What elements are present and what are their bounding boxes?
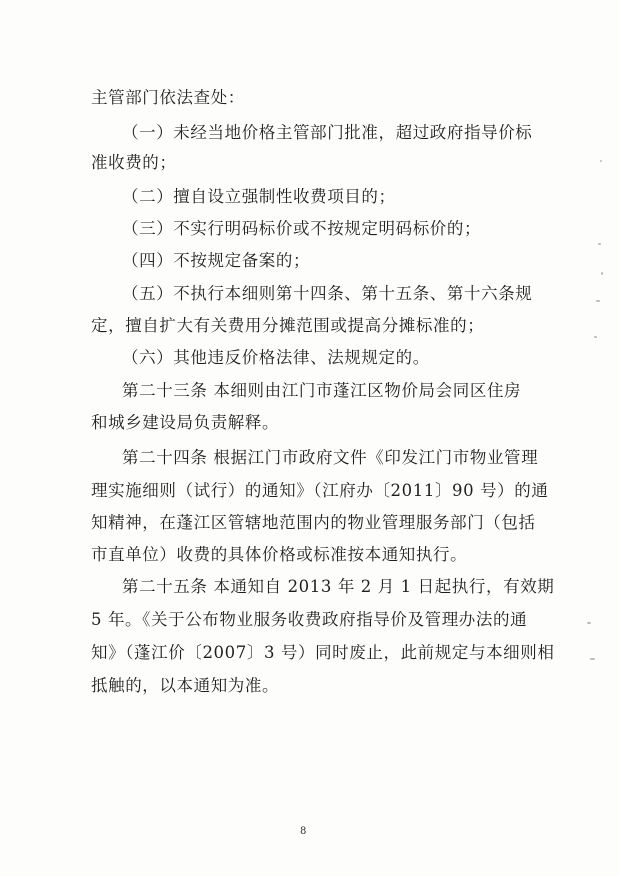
text-line-article-25: 第二十五条 本通知自 2013 年 2 月 1 日起执行，有效期 <box>122 577 555 596</box>
scan-speck <box>600 160 602 162</box>
text-line-article-24: 第二十四条 根据江门市政府文件《印发江门市物业管理 <box>122 448 539 467</box>
text-line-item-5-cont: 定，擅自扩大有关费用分摊范围或提高分摊标准的； <box>91 316 485 335</box>
text-line-continuation: 主管部门依法查处： <box>91 88 245 107</box>
text-line-article-23-cont: 和城乡建设局负责解释。 <box>91 413 280 432</box>
text-line-item-6: （六）其他违反价格法律、法规规定的。 <box>122 348 430 367</box>
text-line-article-25-cont-3: 抵触的，以本通知为准。 <box>91 676 280 695</box>
page-number: 8 <box>300 826 307 837</box>
text-line-article-23: 第二十三条 本细则由江门市蓬江区物价局会同区住房 <box>122 381 522 400</box>
text-line-item-3: （三）不实行明码标价或不按规定明码标价的； <box>122 219 482 238</box>
text-line-article-25-cont-1: 5 年。《关于公布物业服务收费政府指导价及管理办法的通 <box>91 610 528 629</box>
scan-speck <box>601 272 603 275</box>
text-line-item-4: （四）不按规定备案的； <box>122 251 311 270</box>
text-line-item-1-cont: 准收费的； <box>91 153 177 172</box>
text-line-item-2: （二）擅自设立强制性收费项目的； <box>122 187 396 206</box>
text-line-item-5: （五）不执行本细则第十四条、第十五条、第十六条规 <box>122 284 533 303</box>
text-line-item-1: （一）未经当地价格主管部门批准，超过政府指导价标 <box>122 123 533 142</box>
scan-speck <box>596 300 600 302</box>
scan-speck <box>590 658 595 660</box>
scan-speck <box>598 243 601 245</box>
scan-speck <box>587 622 591 624</box>
scan-speck <box>594 336 597 338</box>
text-line-article-24-cont-3: 市直单位）收费的具体价格或标准按本通知执行。 <box>91 545 468 564</box>
text-line-article-25-cont-2: 知》（蓬江价〔2007〕3 号）同时废止，此前规定与本细则相 <box>91 643 555 662</box>
text-line-article-24-cont-2: 知精神，在蓬江区管辖地范围内的物业管理服务部门（包括 <box>91 513 536 532</box>
text-line-article-24-cont-1: 理实施细则（试行）的通知》（江府办〔2011〕90 号）的通 <box>91 481 549 500</box>
